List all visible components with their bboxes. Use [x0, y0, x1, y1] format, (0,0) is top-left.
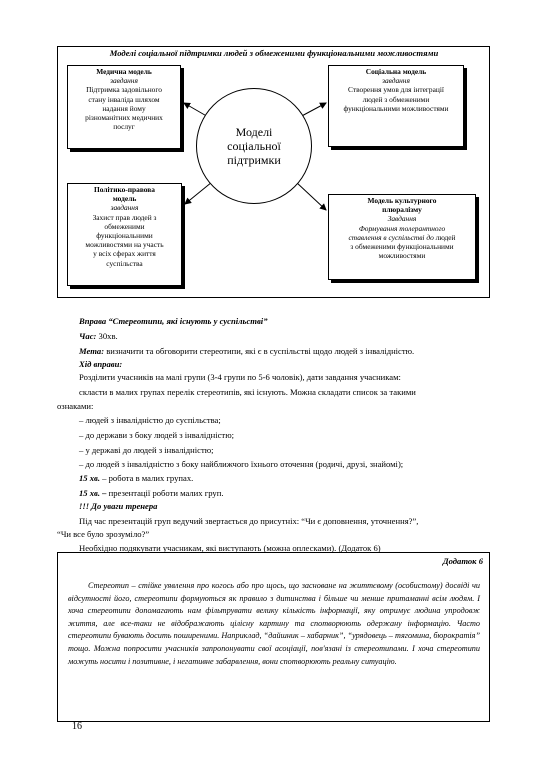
exercise-paragraph-1: Розділити учасників на малі групи (3-4 групи по 5-6 чоловік), дати завдання учасникам:	[79, 372, 401, 382]
social-model-box: Соціальна модель завдання Створення умов для інтеграції людей з обмеженими функціональними можливостями	[328, 65, 464, 147]
exercise-goal: Мета: визначити та обговорити стереотипи, які є в суспільстві щодо людей з інвалідністю.	[79, 346, 415, 356]
political-model-sub: завдання	[110, 203, 139, 213]
trainer-attention: !!! До уваги тренера	[79, 501, 158, 511]
exercise-time: Час: 30хв.	[79, 331, 118, 341]
list-item: – до держави з боку людей з інвалідністю;	[79, 430, 234, 440]
social-model-title: Соціальна модель	[365, 67, 427, 76]
exercise-paragraph-2a: скласти в малих групах перелік стереотипів, які існують. Можна складати список за такими	[79, 387, 416, 397]
exercise-paragraph-2b: ознаками:	[57, 401, 94, 411]
exercise-paragraph-3a: Під час презентацій груп ведучий звертається до присутніх: “Чи є доповнення, уточнення?”,	[79, 516, 419, 526]
exercise-course-label: Хід вправи:	[79, 359, 123, 369]
arrow-to-cultural	[296, 182, 326, 210]
arrow-to-political	[185, 182, 212, 204]
center-label: Моделі соціальної підтримки	[227, 125, 281, 167]
political-model-title: Політико-правова	[94, 185, 155, 194]
page-number: 16	[72, 721, 82, 732]
exercise-paragraph-3b: “Чи все було зрозуміло?”	[57, 529, 150, 539]
exercise-title: Вправа “Стереотипи, які існують у суспільстві”	[79, 316, 268, 326]
list-item: – людей з інвалідністю до суспільства;	[79, 415, 221, 425]
medical-model-title: Медична модель	[96, 67, 152, 76]
annex-text: Стереотип – стійке уявлення про когось або про щось, що засноване на життєвому (особистому) досвіді чи відсутності його, стереотипи формуються як правило з дитинства і більше чи менше притаманні всім людям. І хоча стереотипи допомагають нам фільтрувати велику кількість інформації, яку отримує людина упродовж життя, але все-таки не відображають цілісну картину та спотворюють одержану інформацію. Часто стереотипи бувають досить поширеними. Наприклад, “дайшник – хабарник”, “урядовець – тягомина, бюрократія” тощо. Можна попросити учасників запропонувати свої асоціації, пов'язані із стереотипами. І хоча стереотипи можуть носити і позитивне, і негативне забарвлення, вони спотворюють реальну ситуацію.	[68, 581, 480, 666]
timing-2: 15 хв. – презентації роботи малих груп.	[79, 488, 224, 498]
center-circle	[196, 88, 312, 204]
diagram-title: Моделі соціальної підтримки людей з обмеженими функціональними можливостями	[109, 48, 439, 58]
cultural-model-title: Модель культурного	[367, 196, 437, 205]
medical-model-sub: завдання	[110, 76, 138, 86]
cultural-model-sub: Завдання	[387, 214, 417, 224]
annex-title: Додаток 6	[442, 556, 483, 566]
political-model-box: Політико-правова модель завдання Захист прав людей з обмеженими функціональними можливостями на участь у всіх сферах життя суспільства	[67, 183, 182, 286]
list-item: – у державі до людей з інвалідністю;	[79, 445, 214, 455]
cultural-model-box: Модель культурного плюралізму Завдання Формування толерантного ставлення в суспільстві до людей з обмеженими функціональними можливостями	[328, 194, 476, 280]
medical-model-box: Медична модель завдання Підтримка задовільного стану інваліда шляхом надання йому різноманітних медичних послуг	[67, 65, 181, 149]
list-item: – до людей з інвалідністю з боку найближчого їхнього оточення (родичі, друзі, знайомі);	[79, 459, 404, 469]
social-model-sub: завдання	[382, 76, 410, 86]
timing-1: 15 хв. – робота в малих групах.	[79, 473, 194, 483]
exercise-paragraph-4: Необхідно подякувати учасникам, які виступають (можна оплесками). (Додаток 6)	[79, 543, 381, 553]
